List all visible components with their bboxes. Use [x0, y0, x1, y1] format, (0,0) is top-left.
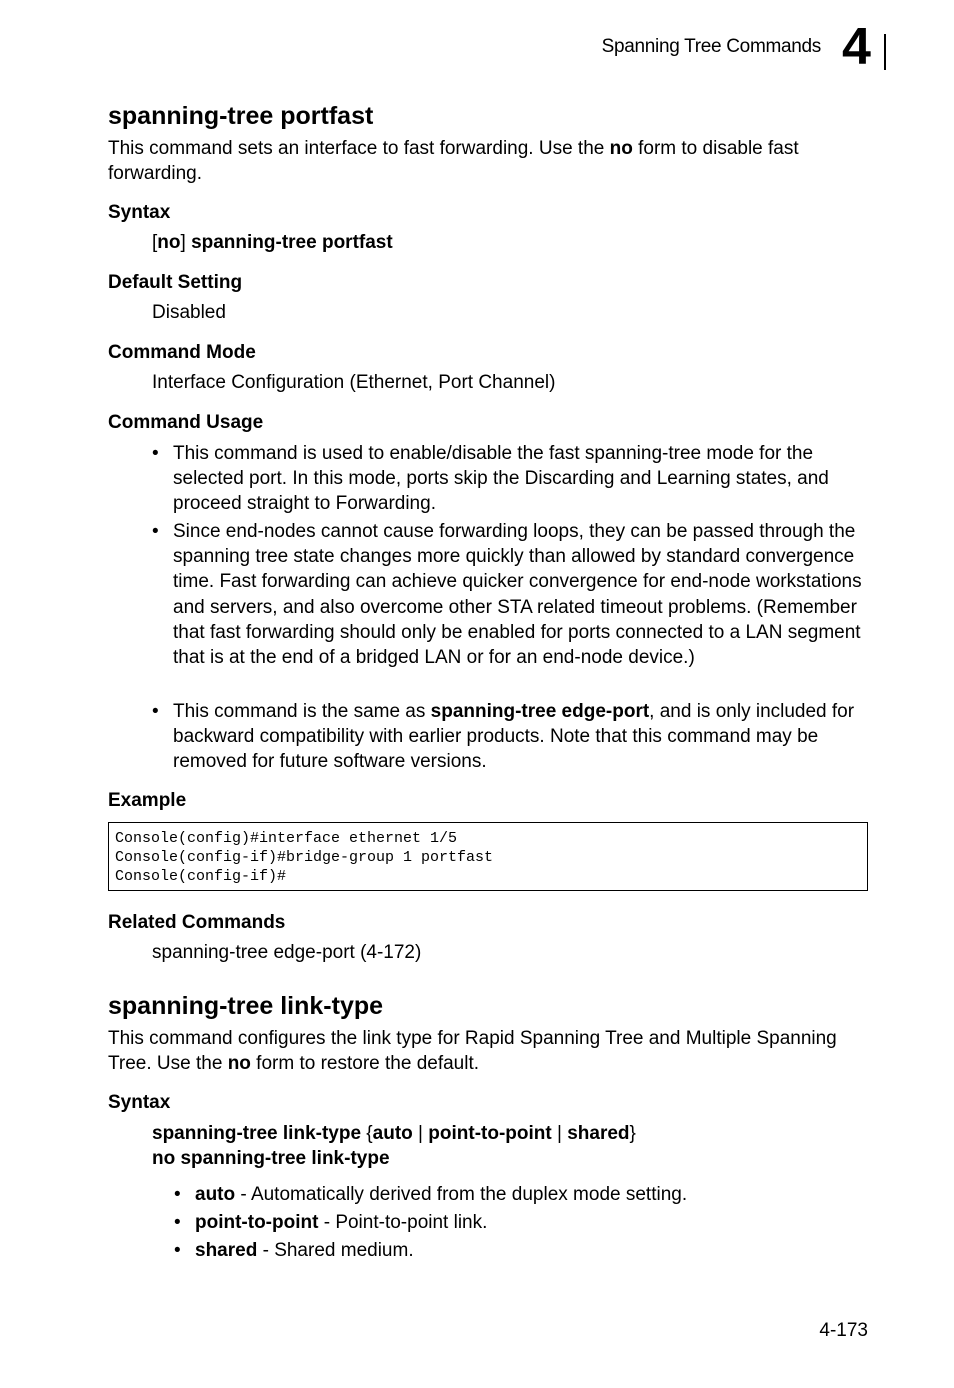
- running-header: Spanning Tree Commands: [601, 36, 821, 57]
- bullet-icon: •: [174, 1240, 181, 1261]
- default-setting-heading: Default Setting: [108, 272, 243, 293]
- bullet-icon: •: [152, 443, 159, 464]
- bullet-icon: •: [174, 1212, 181, 1233]
- portfast-intro: This command sets an interface to fast forwarding. Use the no form to disable fast forwarding.: [108, 138, 799, 185]
- chapter-bar: [884, 34, 886, 70]
- bullet-icon: •: [174, 1184, 181, 1205]
- page-number: 4-173: [819, 1320, 868, 1341]
- section-title-portfast: spanning-tree portfast: [108, 102, 374, 130]
- code-line: Console(config-if)#: [115, 868, 287, 885]
- chapter-tab: [840, 18, 887, 76]
- link-type-syntax: spanning-tree link-type {auto | point-to-point | shared}: [152, 1123, 636, 1144]
- syntax-heading: Syntax: [108, 202, 171, 223]
- syntax-heading: Syntax: [108, 1092, 171, 1113]
- command-mode-heading: Command Mode: [108, 342, 256, 363]
- example-heading: Example: [108, 790, 187, 811]
- default-setting-value: Disabled: [152, 302, 226, 323]
- bullet-icon: •: [152, 701, 159, 722]
- section-title-link-type: spanning-tree link-type: [108, 992, 384, 1020]
- example-code-block: [108, 822, 868, 891]
- link-type-no-syntax: no spanning-tree link-type: [152, 1148, 390, 1169]
- command-usage-heading: Command Usage: [108, 412, 264, 433]
- chapter-number: 4: [842, 18, 871, 76]
- link-type-intro: This command configures the link type for Rapid Spanning Tree and Multiple Spanning Tree. Use the no form to restore the default.: [108, 1028, 837, 1075]
- code-line: Console(config)#interface ethernet 1/5: [115, 830, 458, 847]
- code-line: Console(config-if)#bridge-group 1 portfast: [115, 849, 494, 866]
- bullet-icon: •: [152, 521, 159, 542]
- related-commands-heading: Related Commands: [108, 912, 286, 933]
- command-mode-value: Interface Configuration (Ethernet, Port Channel): [152, 372, 556, 393]
- portfast-syntax: [no] spanning-tree portfast: [152, 232, 393, 253]
- related-command-link: spanning-tree edge-port (4-172): [152, 942, 422, 963]
